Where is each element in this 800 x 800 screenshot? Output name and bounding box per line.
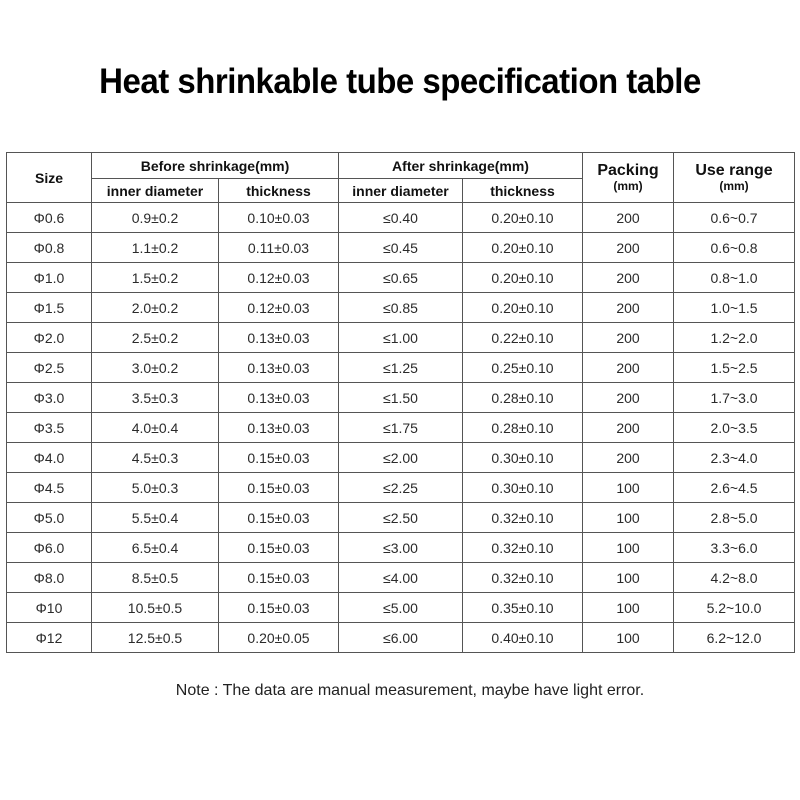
cell-after-inner-diameter: ≤2.00	[339, 443, 463, 473]
header-after-thickness: thickness	[463, 179, 583, 203]
header-before-thickness: thickness	[219, 179, 339, 203]
cell-after-inner-diameter: ≤2.50	[339, 503, 463, 533]
cell-after-thickness: 0.40±0.10	[463, 623, 583, 653]
header-use-range	[674, 153, 795, 203]
cell-after-thickness: 0.32±0.10	[463, 563, 583, 593]
cell-after-inner-diameter: ≤0.45	[339, 233, 463, 263]
cell-use-range: 1.2~2.0	[674, 323, 795, 353]
cell-after-thickness: 0.28±0.10	[463, 383, 583, 413]
cell-packing: 200	[583, 413, 674, 443]
cell-before-thickness: 0.12±0.03	[219, 293, 339, 323]
cell-size: Φ1.0	[7, 263, 92, 293]
table-row	[7, 473, 795, 503]
cell-packing: 100	[583, 623, 674, 653]
cell-size: Φ8.0	[7, 563, 92, 593]
cell-size: Φ4.0	[7, 443, 92, 473]
table-row	[7, 233, 795, 263]
table-row	[7, 413, 795, 443]
cell-size: Φ0.6	[7, 203, 92, 233]
cell-after-inner-diameter: ≤2.25	[339, 473, 463, 503]
cell-after-thickness: 0.30±0.10	[463, 473, 583, 503]
cell-before-thickness: 0.15±0.03	[219, 443, 339, 473]
cell-packing: 100	[583, 533, 674, 563]
cell-use-range: 5.2~10.0	[674, 593, 795, 623]
cell-use-range: 4.2~8.0	[674, 563, 795, 593]
cell-before-thickness: 0.13±0.03	[219, 353, 339, 383]
cell-before-thickness: 0.13±0.03	[219, 383, 339, 413]
cell-packing: 200	[583, 353, 674, 383]
cell-after-inner-diameter: ≤3.00	[339, 533, 463, 563]
cell-size: Φ5.0	[7, 503, 92, 533]
cell-before-inner-diameter: 6.5±0.4	[92, 533, 219, 563]
cell-after-inner-diameter: ≤0.85	[339, 293, 463, 323]
cell-before-inner-diameter: 3.5±0.3	[92, 383, 219, 413]
footnote: Note : The data are manual measurement, maybe have light error.	[175, 682, 645, 699]
table-row	[7, 623, 795, 653]
cell-size: Φ10	[7, 593, 92, 623]
cell-packing: 200	[583, 383, 674, 413]
cell-use-range: 3.3~6.0	[674, 533, 795, 563]
cell-before-thickness: 0.12±0.03	[219, 263, 339, 293]
cell-before-inner-diameter: 5.0±0.3	[92, 473, 219, 503]
cell-before-thickness: 0.15±0.03	[219, 473, 339, 503]
table-row	[7, 263, 795, 293]
cell-after-thickness: 0.20±0.10	[463, 293, 583, 323]
cell-use-range: 2.8~5.0	[674, 503, 795, 533]
cell-use-range: 2.6~4.5	[674, 473, 795, 503]
cell-size: Φ2.0	[7, 323, 92, 353]
cell-size: Φ12	[7, 623, 92, 653]
cell-after-inner-diameter: ≤6.00	[339, 623, 463, 653]
cell-after-thickness: 0.32±0.10	[463, 533, 583, 563]
header-after-inner-diameter: inner diameter	[339, 179, 463, 203]
cell-packing: 100	[583, 563, 674, 593]
cell-before-inner-diameter: 0.9±0.2	[92, 203, 219, 233]
cell-use-range: 2.0~3.5	[674, 413, 795, 443]
table-row	[7, 443, 795, 473]
header-before-shrinkage: Before shrinkage(mm)	[92, 153, 339, 179]
cell-before-inner-diameter: 4.5±0.3	[92, 443, 219, 473]
cell-before-thickness: 0.15±0.03	[219, 503, 339, 533]
table-row	[7, 383, 795, 413]
cell-before-thickness: 0.15±0.03	[219, 593, 339, 623]
cell-after-inner-diameter: ≤1.25	[339, 353, 463, 383]
cell-after-inner-diameter: ≤1.50	[339, 383, 463, 413]
cell-after-inner-diameter: ≤1.00	[339, 323, 463, 353]
cell-before-inner-diameter: 12.5±0.5	[92, 623, 219, 653]
cell-use-range: 1.5~2.5	[674, 353, 795, 383]
table-row	[7, 293, 795, 323]
table-row	[7, 563, 795, 593]
cell-use-range: 0.8~1.0	[674, 263, 795, 293]
cell-after-inner-diameter: ≤0.40	[339, 203, 463, 233]
header-size: Size	[7, 153, 92, 203]
cell-before-thickness: 0.15±0.03	[219, 533, 339, 563]
cell-packing: 200	[583, 293, 674, 323]
cell-size: Φ4.5	[7, 473, 92, 503]
header-packing-label: Packing	[597, 162, 659, 179]
cell-before-inner-diameter: 10.5±0.5	[92, 593, 219, 623]
table-row	[7, 593, 795, 623]
cell-after-thickness: 0.35±0.10	[463, 593, 583, 623]
cell-before-thickness: 0.15±0.03	[219, 563, 339, 593]
cell-after-thickness: 0.20±0.10	[463, 233, 583, 263]
cell-after-thickness: 0.30±0.10	[463, 443, 583, 473]
cell-after-thickness: 0.28±0.10	[463, 413, 583, 443]
cell-after-inner-diameter: ≤5.00	[339, 593, 463, 623]
cell-packing: 100	[583, 593, 674, 623]
cell-before-inner-diameter: 8.5±0.5	[92, 563, 219, 593]
cell-use-range: 1.7~3.0	[674, 383, 795, 413]
table-row	[7, 503, 795, 533]
cell-before-inner-diameter: 1.5±0.2	[92, 263, 219, 293]
cell-packing: 100	[583, 503, 674, 533]
table-body	[7, 203, 795, 653]
cell-after-inner-diameter: ≤4.00	[339, 563, 463, 593]
cell-size: Φ6.0	[7, 533, 92, 563]
cell-size: Φ2.5	[7, 353, 92, 383]
cell-use-range: 0.6~0.8	[674, 233, 795, 263]
cell-use-range: 2.3~4.0	[674, 443, 795, 473]
cell-packing: 200	[583, 203, 674, 233]
cell-before-thickness: 0.10±0.03	[219, 203, 339, 233]
cell-packing: 200	[583, 233, 674, 263]
cell-packing: 200	[583, 263, 674, 293]
cell-before-thickness: 0.11±0.03	[219, 233, 339, 263]
cell-before-inner-diameter: 2.5±0.2	[92, 323, 219, 353]
cell-size: Φ0.8	[7, 233, 92, 263]
cell-after-thickness: 0.20±0.10	[463, 203, 583, 233]
header-after-shrinkage: After shrinkage(mm)	[339, 153, 583, 179]
header-use-range-unit: (mm)	[719, 179, 749, 193]
cell-before-thickness: 0.13±0.03	[219, 413, 339, 443]
cell-after-thickness: 0.32±0.10	[463, 503, 583, 533]
cell-use-range: 0.6~0.7	[674, 203, 795, 233]
cell-after-thickness: 0.20±0.10	[463, 263, 583, 293]
table-row	[7, 533, 795, 563]
cell-before-inner-diameter: 2.0±0.2	[92, 293, 219, 323]
cell-packing: 200	[583, 443, 674, 473]
cell-after-inner-diameter: ≤1.75	[339, 413, 463, 443]
cell-packing: 200	[583, 323, 674, 353]
specification-table	[6, 152, 795, 653]
cell-before-inner-diameter: 4.0±0.4	[92, 413, 219, 443]
header-before-inner-diameter: inner diameter	[92, 179, 219, 203]
header-packing	[583, 153, 674, 203]
cell-size: Φ1.5	[7, 293, 92, 323]
cell-before-inner-diameter: 5.5±0.4	[92, 503, 219, 533]
table-row	[7, 323, 795, 353]
table-row	[7, 353, 795, 383]
cell-size: Φ3.0	[7, 383, 92, 413]
cell-before-inner-diameter: 1.1±0.2	[92, 233, 219, 263]
header-packing-unit: (mm)	[613, 179, 643, 193]
cell-use-range: 6.2~12.0	[674, 623, 795, 653]
cell-after-inner-diameter: ≤0.65	[339, 263, 463, 293]
cell-size: Φ3.5	[7, 413, 92, 443]
cell-packing: 100	[583, 473, 674, 503]
cell-after-thickness: 0.22±0.10	[463, 323, 583, 353]
cell-use-range: 1.0~1.5	[674, 293, 795, 323]
header-use-range-label: Use range	[695, 162, 773, 179]
cell-after-thickness: 0.25±0.10	[463, 353, 583, 383]
table-row	[7, 203, 795, 233]
cell-before-thickness: 0.13±0.03	[219, 323, 339, 353]
cell-before-thickness: 0.20±0.05	[219, 623, 339, 653]
page-title: Heat shrinkable tube specification table	[99, 60, 701, 101]
cell-before-inner-diameter: 3.0±0.2	[92, 353, 219, 383]
